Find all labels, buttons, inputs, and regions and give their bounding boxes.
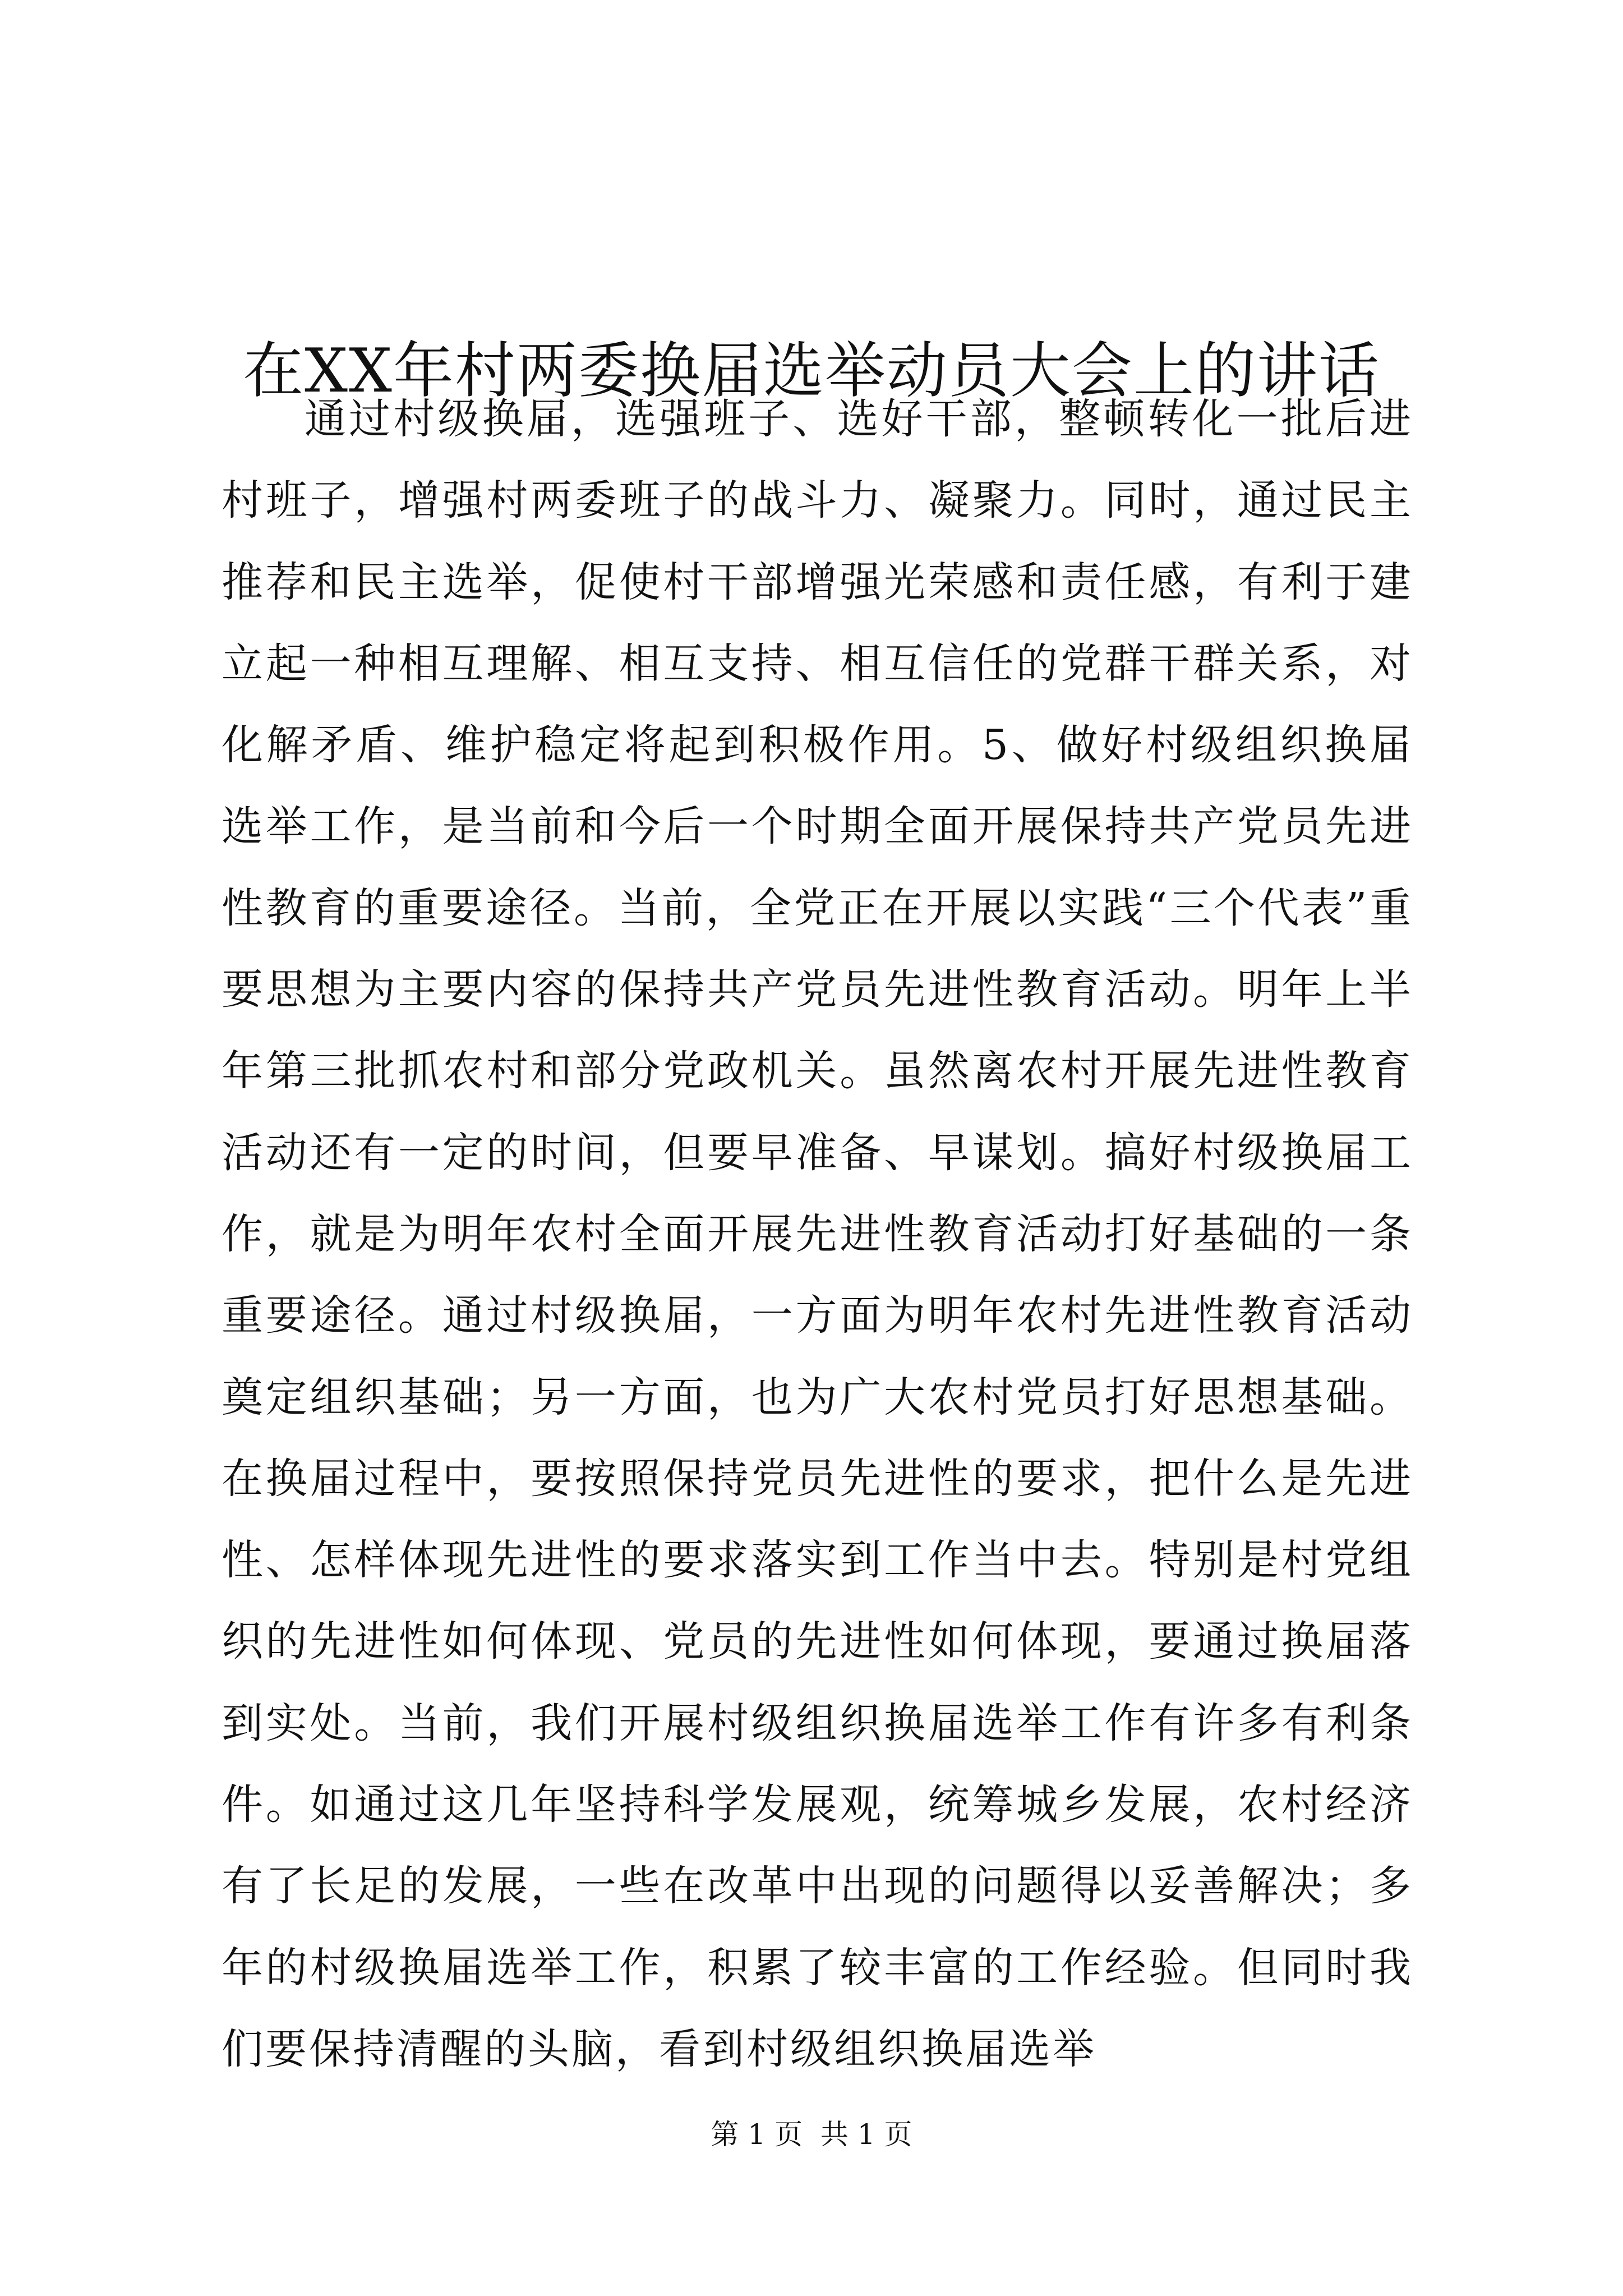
document-body-paragraph: 通过村级换届，选强班子、选好干部，整顿转化一批后进村班子，增强村两委班子的战斗力、凝聚力。同时，通过民主推荐和民主选举，促使村干部增强光荣感和责任感，有利于建立起一种相互理解、相互支持、相互信任的党群干群关系，对化解矛盾、维护稳定将起到积极作用。5、做好村级组织换届选举工作，是当前和今后一个时期全面开展保持共产党员先进性教育的重要途径。当前，全党正在开展以实践“三个代表”重要思想为主要内容的保持共产党员先进性教育活动。明年上半年第三批抓农村和部分党政机关。虽然离农村开展先进性教育活动还有一定的时间，但要早准备、早谋划。搞好村级换届工作，就是为明年农村全面开展先进性教育活动打好基础的一条重要途径。通过村级换届，一方面为明年农村先进性教育活动奠定组织基础；另一方面，也为广大农村党员打好思想基础。在换届过程中，要按照保持党员先进性的要求，把什么是先进性、怎样体现先进性的要求落实到工作当中去。特别是村党组织的先进性如何体现、党员的先进性如何体现，要通过换届落到实处。当前，我们开展村级组织换届选举工作有许多有利条件。如通过这几年坚持科学发展观，统筹城乡发展，农村经济有了长足的发展，一些在改革中出现的问题得以妥善解决；多年的村级换届选举工作，积累了较丰富的工作经验。但同时我们要保持清醒的头脑，看到村级组织换届选举 — [222, 395, 1413, 2073]
page-footer: 第 1 页 共 1 页 — [711, 2118, 912, 2151]
document-title: 在XX年村两委换届选举动员大会上的讲话 — [243, 336, 1380, 407]
